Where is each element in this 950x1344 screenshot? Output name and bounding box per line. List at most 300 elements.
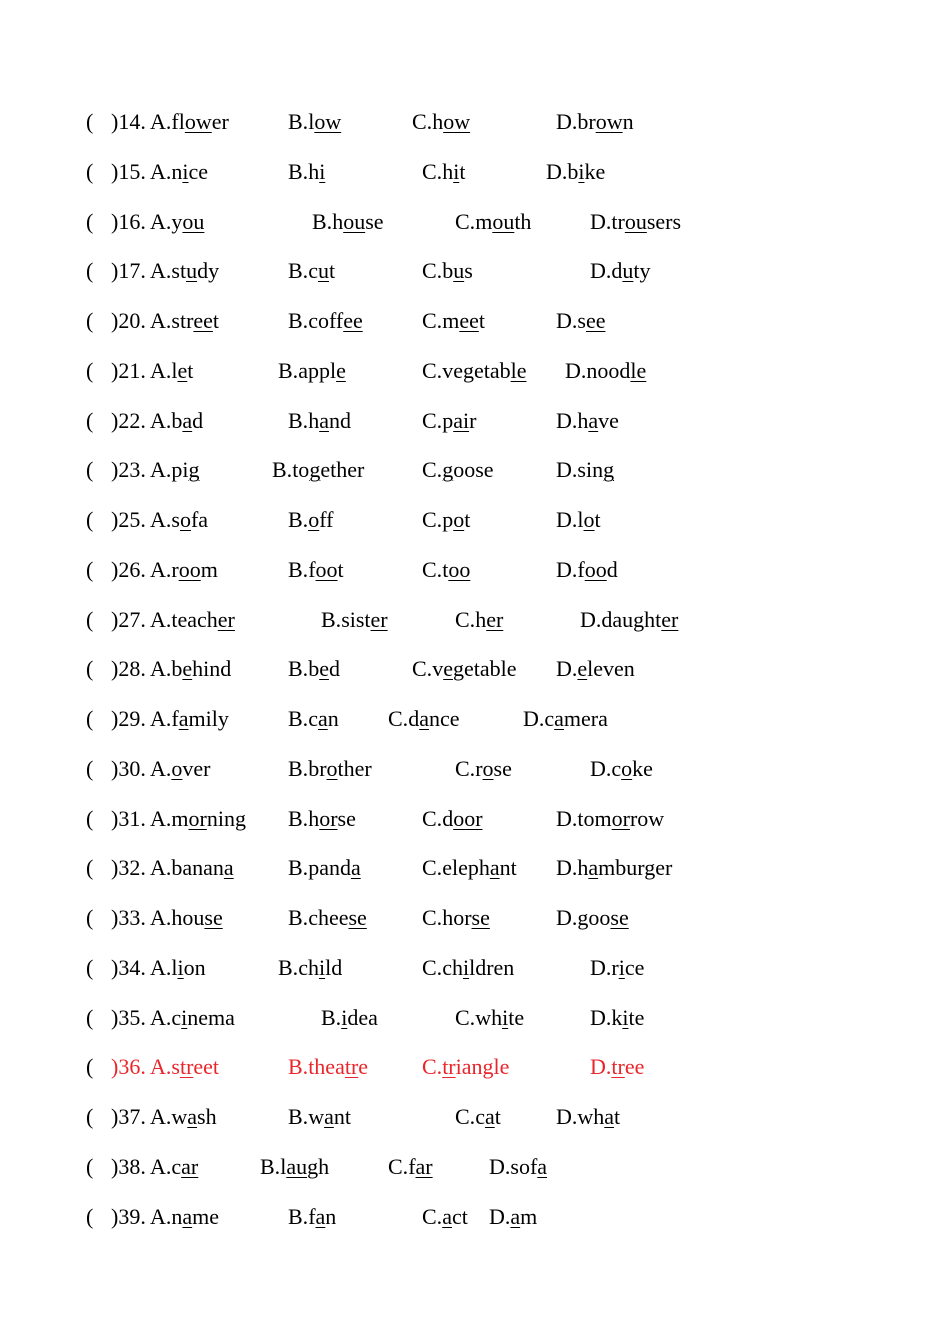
option-b [288, 853, 361, 883]
option-letter: C. [422, 407, 443, 433]
word-prefix: tom [577, 805, 612, 831]
underlined-letters: le [510, 357, 527, 383]
word-suffix: t [614, 1104, 621, 1129]
word-prefix: h [577, 407, 589, 433]
underlined-letters: a [419, 706, 429, 731]
option-letter: A. [150, 1004, 172, 1030]
underlined-letters: or [188, 805, 207, 831]
option-letter: C. [455, 1004, 476, 1030]
word-prefix: y [171, 208, 183, 234]
word-prefix: w [308, 1104, 325, 1129]
word-suffix: t [478, 308, 485, 333]
answer-paren: ( [86, 1004, 94, 1030]
option-letter: C. [412, 109, 433, 134]
question-row [0, 1003, 950, 1033]
underlined-letters: i [182, 158, 189, 184]
option-a [150, 754, 210, 784]
underlined-letters: oo [448, 556, 471, 582]
word-prefix: d [442, 805, 454, 831]
question-number: )17. [111, 258, 146, 284]
option-letter: B. [288, 656, 309, 682]
option-letter: B. [288, 109, 309, 134]
question-number: )28. [111, 656, 146, 682]
word-suffix: d [328, 656, 340, 682]
answer-paren: ( [86, 556, 94, 582]
option-c [388, 1152, 433, 1182]
word-prefix: v [432, 656, 444, 682]
option-letter: A. [150, 606, 172, 632]
option-letter: D. [556, 507, 578, 532]
word-suffix: r [469, 407, 477, 433]
question-number: )31. [111, 805, 146, 831]
option-letter: A. [150, 1054, 172, 1080]
word-suffix: gh [307, 1153, 330, 1179]
option-letter: A. [150, 109, 172, 134]
option-b [288, 157, 325, 187]
option-b [272, 455, 364, 485]
word-prefix: chee [308, 905, 349, 930]
option-a [150, 804, 246, 834]
question-row [0, 1152, 950, 1182]
question-number: )35. [111, 1004, 146, 1030]
word-suffix: row [629, 805, 665, 831]
word-suffix: dea [347, 1004, 378, 1030]
word-suffix: ce [624, 954, 645, 980]
underlined-letters: ar [181, 1153, 199, 1179]
option-d [556, 406, 619, 436]
option-letter: B. [288, 258, 309, 284]
option-letter: C. [422, 308, 443, 333]
word-prefix: b [171, 407, 183, 433]
underlined-letters: a [319, 407, 329, 433]
word-suffix: oose [453, 457, 494, 483]
word-prefix: appl [298, 357, 337, 383]
underlined-letters: i [462, 954, 470, 980]
word-prefix: m [475, 208, 493, 234]
underlined-letters: o [621, 755, 633, 781]
word-prefix: r [611, 954, 619, 980]
question-number: )21. [111, 357, 146, 383]
option-a [150, 903, 223, 933]
option-b [278, 953, 342, 983]
word-suffix: t [494, 1104, 501, 1129]
question-number: )30. [111, 755, 146, 781]
option-letter: A. [150, 805, 172, 831]
option-letter: D. [590, 258, 612, 284]
word-suffix: ld [325, 954, 343, 980]
underlined-letters: a [223, 855, 234, 881]
word-prefix: b [567, 158, 579, 184]
underlined-letters: a [178, 706, 189, 731]
answer-paren: ( [86, 855, 94, 881]
option-a [150, 555, 218, 585]
word-suffix: er [211, 109, 229, 134]
underlined-letters: ee [343, 308, 363, 333]
word-prefix: c [308, 258, 318, 284]
underlined-letters: au [286, 1153, 308, 1179]
word-suffix: hind [192, 656, 232, 682]
option-a [150, 953, 206, 983]
question-row [0, 953, 950, 983]
option-b [288, 306, 363, 336]
question-row [0, 804, 950, 834]
question-number: )16. [111, 208, 146, 234]
option-c [422, 256, 473, 286]
option-letter: A. [150, 855, 172, 881]
word-prefix: ch [298, 954, 319, 980]
underlined-letters: g [603, 457, 615, 483]
option-letter: A. [150, 208, 172, 234]
option-letter: B. [288, 706, 309, 731]
word-suffix: se [365, 208, 384, 234]
option-letter: D. [546, 158, 568, 184]
option-letter: A. [150, 457, 172, 483]
answer-paren: ( [86, 158, 94, 184]
word-prefix: st [171, 258, 187, 284]
option-a [150, 853, 234, 883]
word-prefix: r [171, 556, 179, 582]
word-prefix: b [442, 258, 454, 284]
option-c [422, 1052, 509, 1082]
word-prefix: h [475, 606, 487, 632]
word-prefix: h [332, 208, 344, 234]
option-b [278, 356, 346, 386]
underlined-letters: le [630, 357, 647, 383]
option-letter: D. [556, 1104, 578, 1129]
option-letter: C. [422, 1203, 443, 1229]
underlined-letters: ai [453, 407, 470, 433]
option-letter: C. [422, 258, 443, 284]
option-b [288, 505, 333, 535]
option-a [150, 406, 203, 436]
option-b [288, 654, 340, 684]
underlined-letters: g [188, 457, 200, 483]
answer-paren: ( [86, 1153, 94, 1179]
option-letter: B. [260, 1153, 281, 1179]
underlined-letters: oo [178, 556, 201, 582]
word-suffix: nd [328, 407, 351, 433]
underlined-letters: a [182, 1203, 193, 1229]
word-prefix: m [442, 308, 460, 333]
word-prefix: h [308, 158, 320, 184]
option-d [556, 107, 634, 137]
option-letter: A. [150, 954, 172, 980]
option-letter: D. [590, 1054, 612, 1080]
option-a [150, 356, 193, 386]
option-d [556, 306, 605, 336]
word-prefix: l [577, 507, 584, 532]
underlined-letters: u [622, 258, 634, 284]
word-prefix: h [432, 109, 444, 134]
underlined-letters: e [336, 357, 346, 383]
underlined-letters: ee [585, 308, 606, 333]
word-suffix: n [325, 1203, 337, 1229]
underlined-letters: oor [453, 805, 483, 831]
option-c [455, 207, 531, 237]
word-suffix: sers [646, 208, 682, 234]
option-letter: B. [278, 954, 299, 980]
word-suffix: fa [190, 507, 209, 532]
word-prefix: t [442, 556, 449, 582]
option-letter: A. [150, 507, 172, 532]
underlined-letters: a [315, 1203, 326, 1229]
question-number: )29. [111, 706, 146, 731]
word-suffix: n [327, 706, 339, 731]
word-suffix: d [192, 407, 204, 433]
option-a [150, 107, 229, 137]
question-row [0, 256, 950, 286]
option-b [288, 107, 341, 137]
word-suffix: on [183, 954, 206, 980]
question-row [0, 306, 950, 336]
option-c [455, 1003, 524, 1033]
word-suffix: t [328, 258, 336, 284]
option-letter: C. [422, 954, 443, 980]
option-letter: C. [455, 1104, 476, 1129]
word-suffix: ther [337, 755, 372, 781]
underlined-letters: g [309, 457, 321, 483]
option-b [321, 1003, 378, 1033]
word-prefix: p [442, 507, 454, 532]
option-letter: D. [556, 656, 578, 682]
option-letter: A. [150, 308, 172, 333]
underlined-letters: ow [184, 109, 212, 134]
word-prefix: goo [577, 905, 611, 930]
underlined-letters: i [318, 954, 326, 980]
option-a [150, 1003, 235, 1033]
option-letter: C. [422, 905, 443, 930]
option-d [590, 754, 653, 784]
answer-paren: ( [86, 258, 94, 284]
option-a [150, 1202, 219, 1232]
underlined-letters: o [453, 507, 465, 532]
question-number: )26. [111, 556, 146, 582]
underlined-letters: or [319, 805, 338, 831]
question-row [0, 903, 950, 933]
option-letter: C. [422, 1054, 443, 1080]
word-prefix: coff [308, 308, 344, 333]
word-prefix: c [544, 706, 555, 731]
underlined-letters: er [370, 606, 388, 632]
word-suffix: ke [584, 158, 606, 184]
option-c [422, 853, 517, 883]
word-suffix: sh [197, 1104, 217, 1129]
word-prefix: h [308, 407, 320, 433]
underlined-letters: i [453, 158, 460, 184]
option-letter: D. [565, 357, 587, 383]
word-prefix: c [475, 1104, 485, 1129]
question-row [0, 654, 950, 684]
word-suffix: mera [563, 706, 608, 731]
word-prefix: h [442, 158, 454, 184]
word-suffix: leven [587, 656, 635, 682]
word-suffix: t [464, 507, 471, 532]
word-prefix: r [475, 755, 483, 781]
option-b [288, 754, 372, 784]
option-c [422, 505, 470, 535]
option-letter: B. [312, 208, 333, 234]
underlined-letters: u [317, 258, 329, 284]
question-row [0, 505, 950, 535]
option-d [556, 555, 618, 585]
word-prefix: n [171, 1203, 183, 1229]
word-prefix: to [292, 457, 310, 483]
option-letter: B. [288, 308, 309, 333]
option-letter: A. [150, 158, 172, 184]
word-prefix: h [308, 805, 320, 831]
word-prefix: thea [308, 1054, 345, 1080]
word-prefix: banan [171, 855, 224, 881]
option-c [422, 1202, 468, 1232]
answer-paren: ( [86, 208, 94, 234]
option-d [590, 1052, 644, 1082]
option-letter: C. [455, 755, 476, 781]
option-letter: D. [556, 308, 578, 333]
option-a [150, 654, 231, 684]
underlined-letters: u [186, 258, 198, 284]
word-suffix: ty [633, 258, 651, 284]
option-letter: D. [590, 208, 612, 234]
answer-paren: ( [86, 407, 94, 433]
underlined-letters: ow [595, 109, 623, 134]
underlined-letters: a [554, 706, 564, 731]
underlined-letters: a [588, 855, 599, 881]
underlined-letters: ee [459, 308, 479, 333]
word-prefix: hor [442, 905, 472, 930]
word-prefix: br [308, 755, 327, 781]
question-row [0, 853, 950, 883]
word-prefix: teach [171, 606, 218, 632]
question-number: )20. [111, 308, 146, 333]
word-prefix: sof [510, 1153, 538, 1179]
word-suffix: ldren [469, 954, 515, 980]
option-b [288, 903, 367, 933]
option-letter: D. [590, 954, 612, 980]
option-letter: B. [288, 507, 309, 532]
word-prefix: sist [341, 606, 371, 632]
option-b [288, 1052, 368, 1082]
underlined-letters: a [182, 407, 193, 433]
option-letter: B. [288, 905, 309, 930]
word-suffix: me [192, 1203, 220, 1229]
answer-paren: ( [86, 109, 94, 134]
word-suffix: ning [206, 805, 246, 831]
answer-paren: ( [86, 905, 94, 930]
word-suffix: nt [499, 855, 517, 881]
word-prefix: c [171, 1153, 182, 1179]
underlined-letters: e [577, 656, 588, 682]
underlined-letters: o [308, 507, 320, 532]
word-suffix: ve [598, 407, 619, 433]
option-a [150, 455, 200, 485]
word-prefix: k [611, 1004, 623, 1030]
option-b [288, 1102, 351, 1132]
option-letter: D. [580, 606, 602, 632]
underlined-letters: a [484, 1104, 495, 1129]
underlined-letters: oo [315, 556, 338, 582]
underlined-letters: ou [624, 208, 647, 234]
option-b [288, 555, 344, 585]
option-b [288, 1202, 336, 1232]
question-row [0, 406, 950, 436]
question-row [0, 107, 950, 137]
underlined-letters: ou [182, 208, 205, 234]
word-prefix: daught [601, 606, 662, 632]
option-a [150, 605, 235, 635]
question-number: )14. [111, 109, 146, 134]
option-letter: C. [422, 457, 443, 483]
option-letter: D. [590, 1004, 612, 1030]
word-suffix: n [622, 109, 634, 134]
underlined-letters: or [611, 805, 630, 831]
option-c [422, 953, 514, 983]
underlined-letters: ow [314, 109, 342, 134]
option-a [150, 505, 208, 535]
question-number: )34. [111, 954, 146, 980]
word-prefix: d [408, 706, 420, 731]
word-suffix: dy [197, 258, 220, 284]
word-prefix: str [171, 308, 194, 333]
question-row [0, 754, 950, 784]
option-letter: C. [455, 606, 476, 632]
option-letter: B. [321, 1004, 342, 1030]
answer-paren: ( [86, 706, 94, 731]
option-a [150, 306, 219, 336]
option-letter: B. [288, 158, 309, 184]
option-c [455, 605, 503, 635]
option-d [556, 654, 635, 684]
answer-paren: ( [86, 1203, 94, 1229]
option-letter: A. [150, 1153, 172, 1179]
option-letter: B. [321, 606, 342, 632]
answer-paren: ( [86, 1104, 94, 1129]
option-letter: D. [556, 407, 578, 433]
question-number: )32. [111, 855, 146, 881]
option-d [489, 1152, 547, 1182]
answer-paren: ( [86, 954, 94, 980]
option-letter: A. [150, 1203, 172, 1229]
answer-paren: ( [86, 606, 94, 632]
option-letter: B. [288, 755, 309, 781]
option-d [556, 505, 601, 535]
question-row [0, 1102, 950, 1132]
word-suffix: t [594, 507, 601, 532]
option-letter: B. [288, 1203, 309, 1229]
underlined-letters: i [502, 1004, 509, 1030]
option-c [412, 654, 516, 684]
underlined-letters: g [442, 457, 454, 483]
word-prefix: pi [171, 457, 189, 483]
option-letter: B. [272, 457, 293, 483]
word-prefix: p [442, 407, 454, 433]
word-prefix: wh [577, 1104, 605, 1129]
word-suffix: getable [452, 656, 517, 682]
option-letter: A. [150, 556, 172, 582]
underlined-letters: er [486, 606, 504, 632]
word-suffix: ct [451, 1203, 468, 1229]
option-c [422, 406, 476, 436]
word-prefix: s [577, 308, 586, 333]
word-suffix: ether [320, 457, 365, 483]
underlined-letters: a [588, 407, 599, 433]
option-d [590, 256, 651, 286]
word-prefix: c [611, 755, 622, 781]
word-suffix: t [212, 308, 220, 333]
word-suffix: ce [188, 158, 209, 184]
word-suffix: mily [188, 706, 229, 731]
word-suffix: e [358, 1054, 369, 1080]
answer-paren: ( [86, 656, 94, 682]
